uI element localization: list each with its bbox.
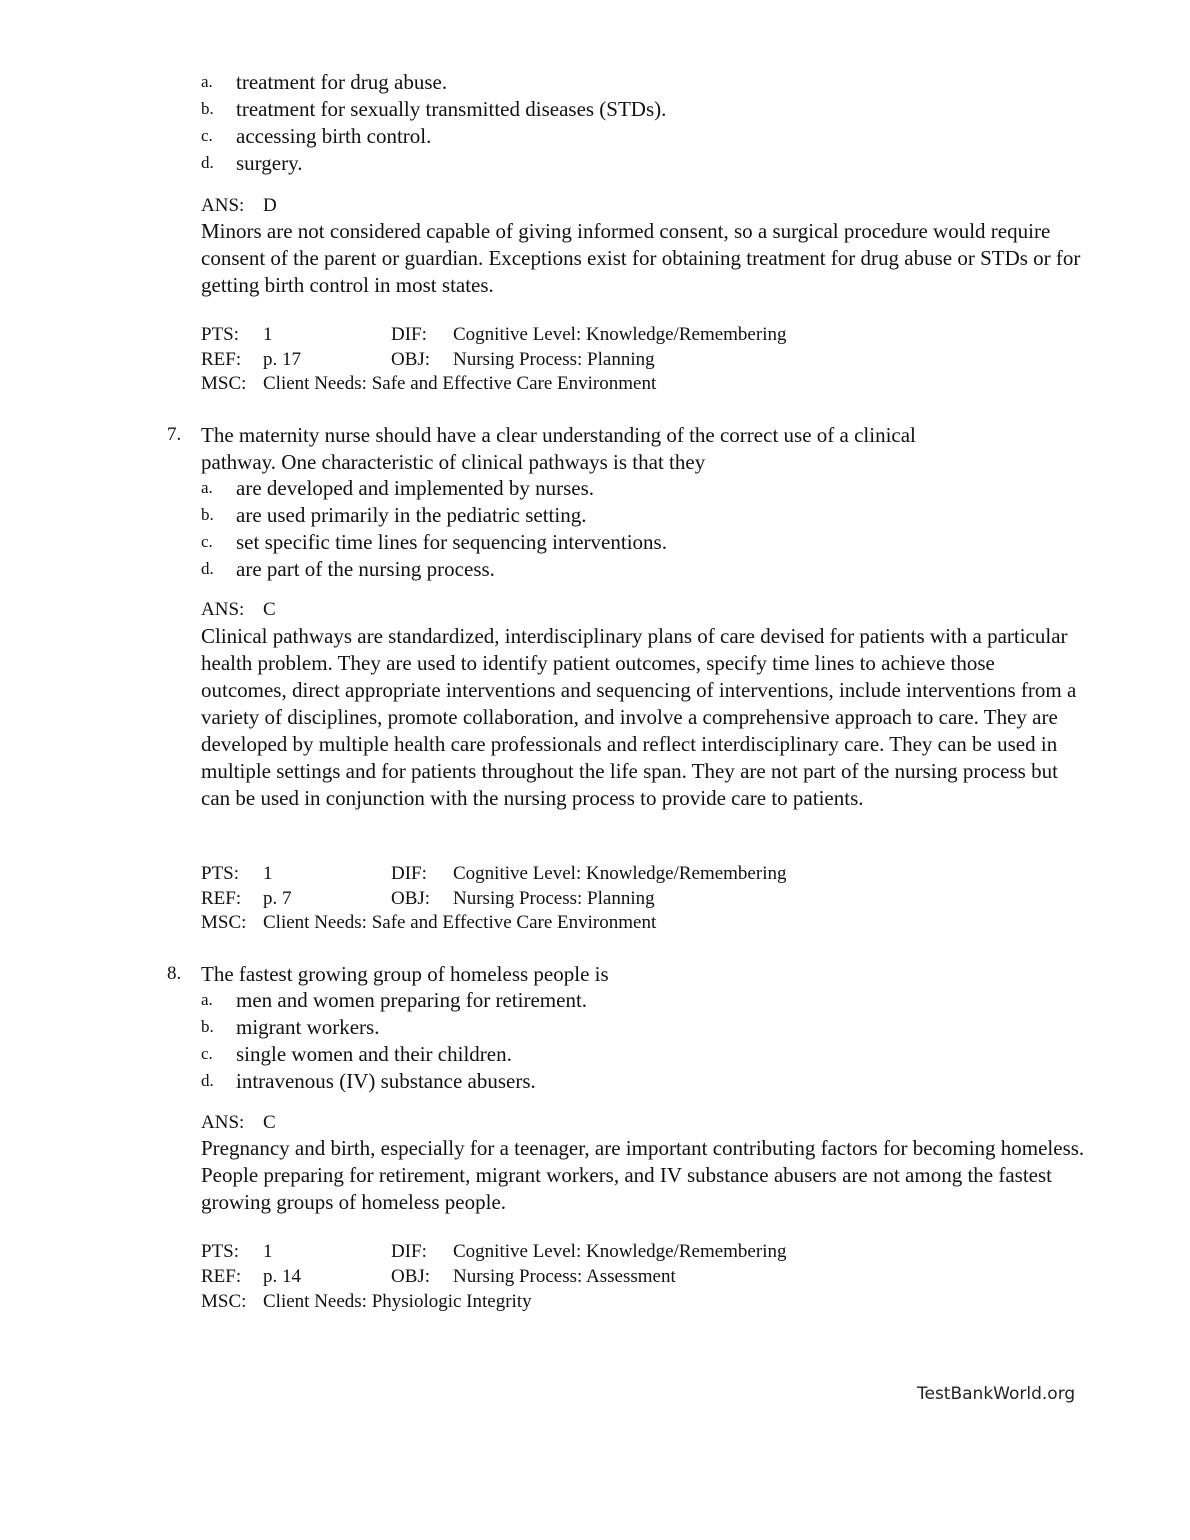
question-stem-line-1: The fastest growing group of homeless people is [201, 962, 609, 986]
question-stem-line-2: pathway. One characteristic of clinical pathways is that they [201, 450, 706, 474]
option-letter: b. [201, 99, 214, 118]
ref-value: p. 14 [263, 1266, 301, 1287]
obj-label: OBJ: [391, 888, 431, 909]
option-text: treatment for sexually transmitted diseases (STDs). [236, 97, 667, 121]
answer-label: ANS: [201, 599, 245, 620]
obj-value: Nursing Process: Planning [453, 349, 655, 370]
option-letter: b. [201, 1017, 214, 1036]
obj-label: OBJ: [391, 1266, 431, 1287]
option-text: single women and their children. [236, 1042, 512, 1066]
answer-value: D [263, 195, 277, 216]
ref-value: p. 17 [263, 349, 301, 370]
option-text: surgery. [236, 151, 303, 175]
dif-label: DIF: [391, 1241, 427, 1262]
option-letter: c. [201, 1044, 213, 1063]
msc-label: MSC: [201, 1291, 247, 1312]
option-text: treatment for drug abuse. [236, 70, 448, 94]
msc-value: Client Needs: Safe and Effective Care Environment [263, 373, 657, 394]
ref-label: REF: [201, 349, 242, 370]
option-letter: a. [201, 478, 213, 497]
msc-value: Client Needs: Safe and Effective Care Environment [263, 912, 657, 933]
pts-label: PTS: [201, 863, 240, 884]
answer-rationale: Clinical pathways are standardized, interdisciplinary plans of care devised for patients with a particular health problem. They are used to identify patient outcomes, specify time lines to achieve those outcomes, direct appropriate interventions and sequencing of interventions, include interventions from a variety of disciplines, promote collaboration, and involve a comprehensive approach to care. They are developed by multiple health care professionals and reflect interdisciplinary care. They can be used in multiple settings and for patients throughout the life span. They are not part of the nursing process but can be used in conjunction with the nursing process to provide care to patients. [201, 624, 1077, 810]
option-letter: d. [201, 1071, 214, 1090]
answer-label: ANS: [201, 195, 245, 216]
msc-value: Client Needs: Physiologic Integrity [263, 1291, 532, 1312]
footer-watermark: TestBankWorld.org [917, 1384, 1076, 1404]
obj-value: Nursing Process: Planning [453, 888, 655, 909]
option-text: set specific time lines for sequencing interventions. [236, 530, 667, 554]
msc-label: MSC: [201, 373, 247, 394]
ref-label: REF: [201, 888, 242, 909]
ref-value: p. 7 [263, 888, 292, 909]
dif-label: DIF: [391, 324, 427, 345]
option-letter: c. [201, 532, 213, 551]
question-number: 8. [167, 963, 182, 984]
option-text: are part of the nursing process. [236, 557, 495, 581]
pts-label: PTS: [201, 1241, 240, 1262]
option-letter: a. [201, 990, 213, 1009]
ref-label: REF: [201, 1266, 242, 1287]
option-letter: d. [201, 153, 214, 172]
pts-label: PTS: [201, 324, 240, 345]
question-stem-line-1: The maternity nurse should have a clear understanding of the correct use of a clinical [201, 423, 916, 447]
answer-value: C [263, 1112, 276, 1133]
option-letter: b. [201, 505, 214, 524]
answer-label: ANS: [201, 1112, 245, 1133]
option-text: intravenous (IV) substance abusers. [236, 1069, 536, 1093]
option-letter: c. [201, 126, 213, 145]
obj-label: OBJ: [391, 349, 431, 370]
option-text: are developed and implemented by nurses. [236, 476, 595, 500]
option-letter: d. [201, 559, 214, 578]
option-text: men and women preparing for retirement. [236, 988, 588, 1012]
dif-value: Cognitive Level: Knowledge/Remembering [453, 863, 787, 884]
option-letter: a. [201, 72, 213, 91]
question-number: 7. [167, 424, 182, 445]
option-text: are used primarily in the pediatric setting. [236, 503, 587, 527]
msc-label: MSC: [201, 912, 247, 933]
answer-value: C [263, 599, 276, 620]
pts-value: 1 [263, 324, 273, 345]
dif-value: Cognitive Level: Knowledge/Remembering [453, 324, 787, 345]
dif-value: Cognitive Level: Knowledge/Remembering [453, 1241, 787, 1262]
option-text: accessing birth control. [236, 124, 432, 148]
dif-label: DIF: [391, 863, 427, 884]
option-text: migrant workers. [236, 1015, 380, 1039]
pts-value: 1 [263, 863, 273, 884]
obj-value: Nursing Process: Assessment [453, 1266, 676, 1287]
answer-rationale: Pregnancy and birth, especially for a teenager, are important contributing factors for becoming homeless. People preparing for retirement, migrant workers, and IV substance abusers are not among the fastest growing groups of homeless people. [201, 1136, 1085, 1214]
answer-rationale: Minors are not considered capable of giving informed consent, so a surgical procedure would require consent of the parent or guardian. Exceptions exist for obtaining treatment for drug abuse or STDs or for getting birth control in most states. [201, 219, 1081, 297]
pts-value: 1 [263, 1241, 273, 1262]
